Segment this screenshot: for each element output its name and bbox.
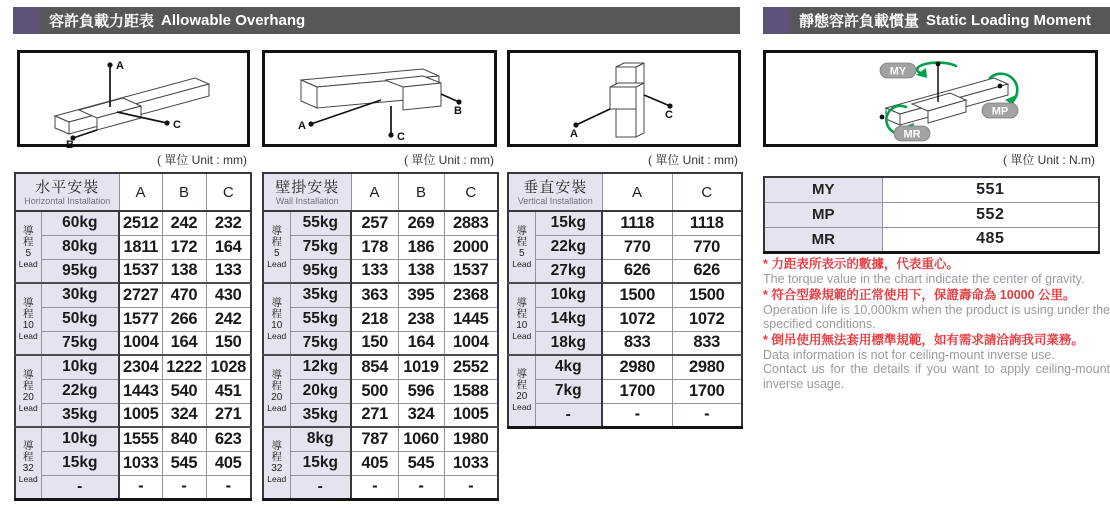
load-cell: 20kg: [290, 379, 351, 403]
table-row: [15, 403, 251, 427]
table-row: [508, 379, 742, 403]
point-label-a: A: [570, 128, 578, 140]
value-cell: 133: [206, 259, 251, 283]
value-cell: 1019: [398, 355, 444, 379]
moment-row: [764, 227, 1099, 252]
wall-install-diagram: [265, 53, 494, 144]
table-row: [15, 331, 251, 355]
note-en: The torque value in the chart indicate the center of gravity.: [763, 272, 1085, 286]
table-title-en: Wall Installation: [275, 195, 339, 206]
note-en: Contact us for the details if you want to apply ceiling-mount inverse usage.: [763, 362, 1110, 391]
value-cell: 430: [206, 283, 251, 307]
load-cell: -: [290, 475, 351, 499]
value-cell: 2000: [444, 235, 498, 259]
lead-zh-char: 導: [23, 224, 34, 237]
lead-group-cell: [263, 355, 290, 427]
table-row: [15, 283, 251, 307]
lead-group-cell: [508, 283, 535, 355]
lead-group-cell: [263, 283, 290, 355]
value-cell: 596: [398, 379, 444, 403]
value-cell: 540: [162, 379, 206, 403]
lead-group-cell: [263, 211, 290, 283]
table-row: [508, 307, 742, 331]
value-cell: 1980: [444, 427, 498, 451]
column-header-b: B: [162, 173, 206, 211]
column-header-c: C: [444, 173, 498, 211]
value-cell: 178: [351, 235, 398, 259]
moment-label-cell: MR: [764, 227, 882, 252]
value-cell: 266: [162, 307, 206, 331]
lead-number: 32: [22, 463, 34, 475]
value-cell: 1537: [444, 259, 498, 283]
value-cell: -: [672, 403, 742, 427]
table-row: [263, 259, 498, 283]
vertical-install-diagram-box: [507, 50, 741, 147]
section-title: [40, 7, 740, 34]
lead-zh-char: 導: [271, 368, 282, 381]
load-cell: 75kg: [41, 331, 119, 355]
note-zh: * 力距表所表示的數據，代表重心。: [763, 257, 959, 271]
table-row: [15, 451, 251, 475]
lead-en: Lead: [267, 402, 287, 413]
load-cell: 35kg: [41, 403, 119, 427]
value-cell: 1033: [444, 451, 498, 475]
load-cell: 35kg: [290, 283, 351, 307]
table-row: [263, 451, 498, 475]
moment-diagram-box: [763, 50, 1098, 147]
value-cell: 242: [206, 307, 251, 331]
lead-zh-char: 導: [23, 368, 34, 381]
column-header-b: B: [398, 173, 444, 211]
section-title-zh: 容許負載力距表: [49, 13, 155, 30]
section-header-allowable-overhang: [13, 7, 740, 34]
value-cell: 363: [351, 283, 398, 307]
lead-zh-char: 程: [271, 235, 282, 248]
value-cell: 833: [672, 331, 742, 355]
table-row: [263, 475, 498, 499]
value-cell: 833: [602, 331, 672, 355]
value-cell: 545: [398, 451, 444, 475]
lead-zh-char: 導: [516, 296, 527, 309]
load-cell: 95kg: [290, 259, 351, 283]
table-row: [15, 211, 251, 235]
table-row: [263, 211, 498, 235]
table-row: [508, 331, 742, 355]
table-row: [508, 259, 742, 283]
section-header-static-loading-moment: [763, 7, 1110, 34]
load-cell: 12kg: [290, 355, 351, 379]
moment-value-cell: 552: [882, 202, 1099, 227]
load-cell: 10kg: [535, 283, 602, 307]
moment-diagram: [766, 53, 1095, 144]
lead-zh-char: 程: [23, 235, 34, 248]
load-cell: 50kg: [41, 307, 119, 331]
value-cell: 1072: [602, 307, 672, 331]
table-row: [263, 307, 498, 331]
wall-install-table-wrap: [262, 172, 499, 501]
value-cell: 623: [206, 427, 251, 451]
table-row: [263, 283, 498, 307]
value-cell: 164: [206, 235, 251, 259]
lead-group-cell: [508, 355, 535, 427]
value-cell: 133: [351, 259, 398, 283]
lead-number: 20: [22, 391, 34, 403]
value-cell: 2368: [444, 283, 498, 307]
load-cell: 22kg: [41, 379, 119, 403]
header-accent-square: [763, 7, 790, 34]
value-cell: 840: [162, 427, 206, 451]
value-cell: 324: [162, 403, 206, 427]
load-cell: 55kg: [290, 211, 351, 235]
load-cell: 15kg: [535, 211, 602, 235]
lead-zh-char: 程: [23, 451, 34, 464]
value-cell: 626: [602, 259, 672, 283]
value-cell: 1500: [602, 283, 672, 307]
lead-zh-char: 導: [23, 440, 34, 453]
lead-number: 5: [25, 247, 32, 259]
column-header-a: A: [119, 173, 162, 211]
value-cell: 1118: [672, 211, 742, 235]
table-row: [263, 235, 498, 259]
value-cell: -: [398, 475, 444, 499]
lead-number: 20: [516, 391, 528, 403]
lead-zh-char: 程: [516, 235, 527, 248]
value-cell: 257: [351, 211, 398, 235]
value-cell: 626: [672, 259, 742, 283]
value-cell: 1537: [119, 259, 162, 283]
moment-label-cell: MP: [764, 202, 882, 227]
value-cell: -: [206, 475, 251, 499]
value-cell: 854: [351, 355, 398, 379]
value-cell: 271: [351, 403, 398, 427]
value-cell: -: [602, 403, 672, 427]
lead-en: Lead: [18, 330, 38, 341]
value-cell: 1005: [444, 403, 498, 427]
table-title: [15, 173, 119, 211]
lead-zh-char: 程: [23, 379, 34, 392]
lead-zh-char: 程: [23, 307, 34, 320]
lead-zh-char: 程: [271, 379, 282, 392]
moment-label-cell: MY: [764, 177, 882, 202]
load-cell: 75kg: [290, 235, 351, 259]
value-cell: 1222: [162, 355, 206, 379]
lead-group-cell: [15, 427, 41, 499]
load-cell: 14kg: [535, 307, 602, 331]
table-row: [263, 355, 498, 379]
value-cell: 172: [162, 235, 206, 259]
load-cell: 55kg: [290, 307, 351, 331]
lead-number: 5: [273, 247, 280, 259]
lead-number: 20: [271, 391, 283, 403]
lead-zh-char: 程: [516, 307, 527, 320]
table-title-en: Horizontal Installation: [24, 195, 111, 206]
value-cell: 1004: [119, 331, 162, 355]
note-en: Operation life is 10,000km when the product is using under the specified conditions.: [763, 302, 1110, 331]
load-cell: 18kg: [535, 331, 602, 355]
table-title-zh: 垂直安裝: [523, 178, 588, 196]
table-row: [15, 379, 251, 403]
table-title-en: Vertical Installation: [517, 195, 593, 206]
value-cell: 2980: [672, 355, 742, 379]
lead-en: Lead: [18, 474, 38, 485]
value-cell: 238: [398, 307, 444, 331]
lead-zh-char: 程: [271, 307, 282, 320]
load-cell: 10kg: [41, 427, 119, 451]
table-row: [15, 427, 251, 451]
load-cell: 75kg: [290, 331, 351, 355]
table-row: [263, 379, 498, 403]
load-cell: 80kg: [41, 235, 119, 259]
point-label-c: C: [397, 131, 405, 143]
lead-en: Lead: [267, 258, 287, 269]
point-label-c: C: [173, 119, 181, 131]
table-row: [508, 355, 742, 379]
column-header-c: C: [672, 173, 742, 211]
lead-number: 32: [271, 463, 283, 475]
header-accent-square: [13, 7, 40, 34]
value-cell: 770: [602, 235, 672, 259]
value-cell: 1443: [119, 379, 162, 403]
table-row: [263, 331, 498, 355]
lead-number: 5: [518, 247, 525, 259]
value-cell: 1118: [602, 211, 672, 235]
load-cell: 60kg: [41, 211, 119, 235]
lead-en: Lead: [267, 330, 287, 341]
load-cell: 8kg: [290, 427, 351, 451]
value-cell: 2304: [119, 355, 162, 379]
lead-zh-char: 程: [516, 379, 527, 392]
value-cell: 150: [206, 331, 251, 355]
value-cell: 770: [672, 235, 742, 259]
lead-en: Lead: [512, 402, 532, 413]
value-cell: 1445: [444, 307, 498, 331]
value-cell: 500: [351, 379, 398, 403]
unit-label-mm: ( 單位 Unit : mm): [404, 153, 494, 167]
moment-label-mr: MR: [903, 128, 921, 141]
point-label-a: A: [116, 60, 124, 72]
table-row: [15, 355, 251, 379]
moment-row: [764, 202, 1099, 227]
section-title: [790, 7, 1110, 34]
table-row: [15, 259, 251, 283]
table-row: [508, 403, 742, 427]
value-cell: 545: [162, 451, 206, 475]
value-cell: 2552: [444, 355, 498, 379]
horizontal-install-diagram-box: [17, 50, 250, 151]
table-row: [263, 427, 498, 451]
value-cell: 232: [206, 211, 251, 235]
value-cell: 2727: [119, 283, 162, 307]
load-cell: 95kg: [41, 259, 119, 283]
load-cell: 15kg: [290, 451, 351, 475]
value-cell: 1577: [119, 307, 162, 331]
point-label-c: C: [665, 109, 673, 121]
load-cell: 7kg: [535, 379, 602, 403]
section-title-en: Static Loading Moment: [926, 12, 1092, 29]
note-zh: * 符合型錄規範的正常使用下，保證壽命為 10000 公里。: [763, 287, 1076, 302]
value-cell: 451: [206, 379, 251, 403]
load-cell: 27kg: [535, 259, 602, 283]
value-cell: -: [119, 475, 162, 499]
point-label-b: B: [66, 139, 74, 151]
lead-zh-char: 導: [271, 224, 282, 237]
vertical-install-table-wrap: [507, 172, 743, 429]
value-cell: 1588: [444, 379, 498, 403]
lead-group-cell: [15, 283, 41, 355]
lead-group-cell: [263, 427, 290, 499]
value-cell: 186: [398, 235, 444, 259]
lead-zh-char: 導: [271, 296, 282, 309]
table-title-zh: 壁掛安裝: [275, 178, 340, 196]
value-cell: 164: [398, 331, 444, 355]
table-title-zh: 水平安裝: [35, 178, 100, 196]
lead-en: Lead: [512, 330, 532, 341]
value-cell: -: [444, 475, 498, 499]
value-cell: 1700: [672, 379, 742, 403]
value-cell: 1555: [119, 427, 162, 451]
overhang-table-wall: [262, 172, 499, 501]
value-cell: 405: [206, 451, 251, 475]
load-cell: -: [535, 403, 602, 427]
value-cell: 138: [162, 259, 206, 283]
lead-en: Lead: [18, 258, 38, 269]
column-header-a: A: [351, 173, 398, 211]
value-cell: 164: [162, 331, 206, 355]
load-cell: 22kg: [535, 235, 602, 259]
lead-group-cell: [15, 211, 41, 283]
table-row: [508, 235, 742, 259]
table-row: [263, 403, 498, 427]
section-title-en: Allowable Overhang: [161, 12, 306, 29]
value-cell: 138: [398, 259, 444, 283]
static-loading-moment-table: [763, 176, 1100, 254]
note-en: Data information is not for ceiling-mount inverse use.: [763, 347, 1055, 362]
value-cell: 470: [162, 283, 206, 307]
value-cell: 1500: [672, 283, 742, 307]
note-zh: * 倒吊使用無法套用標準規範，如有需求請洽詢我司業務。: [763, 332, 1084, 347]
section-title-zh: 靜態容許負載慣量: [799, 13, 920, 30]
table-title: [508, 173, 602, 211]
lead-en: Lead: [267, 474, 287, 485]
vertical-install-diagram: [510, 53, 738, 144]
moment-label-my: MY: [889, 65, 907, 78]
load-cell: 4kg: [535, 355, 602, 379]
value-cell: 1004: [444, 331, 498, 355]
table-row: [15, 475, 251, 499]
table-row: [508, 283, 742, 307]
overhang-table-vertical: [507, 172, 743, 429]
wall-install-diagram-box: [262, 50, 497, 147]
value-cell: 1005: [119, 403, 162, 427]
moment-row: [764, 177, 1099, 202]
moment-value-cell: 485: [882, 227, 1099, 252]
value-cell: 2512: [119, 211, 162, 235]
load-cell: 30kg: [41, 283, 119, 307]
horizontal-install-diagram: [20, 53, 247, 151]
lead-zh-char: 導: [516, 368, 527, 381]
overhang-table-horizontal: [14, 172, 252, 501]
horizontal-install-table-wrap: [14, 172, 252, 501]
value-cell: 1700: [602, 379, 672, 403]
value-cell: 150: [351, 331, 398, 355]
value-cell: 2980: [602, 355, 672, 379]
load-cell: 10kg: [41, 355, 119, 379]
value-cell: 405: [351, 451, 398, 475]
moment-value-cell: 551: [882, 177, 1099, 202]
moment-label-mp: MP: [991, 105, 1009, 118]
lead-zh-char: 導: [271, 440, 282, 453]
lead-zh-char: 程: [271, 451, 282, 464]
point-label-a: A: [298, 120, 306, 132]
value-cell: 242: [162, 211, 206, 235]
value-cell: 1811: [119, 235, 162, 259]
column-header-a: A: [602, 173, 672, 211]
point-label-b: B: [454, 105, 462, 117]
unit-label-mm: ( 單位 Unit : mm): [648, 153, 738, 167]
value-cell: 1060: [398, 427, 444, 451]
unit-label-mm: ( 單位 Unit : mm): [157, 153, 247, 167]
value-cell: 395: [398, 283, 444, 307]
unit-label-nm: ( 單位 Unit : N.m): [1003, 153, 1095, 167]
load-cell: 15kg: [41, 451, 119, 475]
lead-en: Lead: [18, 402, 38, 413]
lead-zh-char: 導: [23, 296, 34, 309]
value-cell: 324: [398, 403, 444, 427]
table-row: [15, 307, 251, 331]
value-cell: 1072: [672, 307, 742, 331]
value-cell: 2883: [444, 211, 498, 235]
lead-group-cell: [508, 211, 535, 283]
value-cell: 269: [398, 211, 444, 235]
column-header-c: C: [206, 173, 251, 211]
value-cell: 787: [351, 427, 398, 451]
value-cell: -: [162, 475, 206, 499]
value-cell: 1033: [119, 451, 162, 475]
value-cell: -: [351, 475, 398, 499]
lead-group-cell: [15, 355, 41, 427]
lead-en: Lead: [512, 258, 532, 269]
lead-number: 10: [271, 319, 283, 331]
load-cell: 35kg: [290, 403, 351, 427]
lead-number: 10: [516, 319, 528, 331]
table-row: [508, 211, 742, 235]
table-title: [263, 173, 351, 211]
lead-zh-char: 導: [516, 224, 527, 237]
table-row: [15, 235, 251, 259]
value-cell: 218: [351, 307, 398, 331]
value-cell: 1028: [206, 355, 251, 379]
lead-number: 10: [22, 319, 34, 331]
value-cell: 271: [206, 403, 251, 427]
notes-block: [763, 256, 1110, 391]
load-cell: -: [41, 475, 119, 499]
